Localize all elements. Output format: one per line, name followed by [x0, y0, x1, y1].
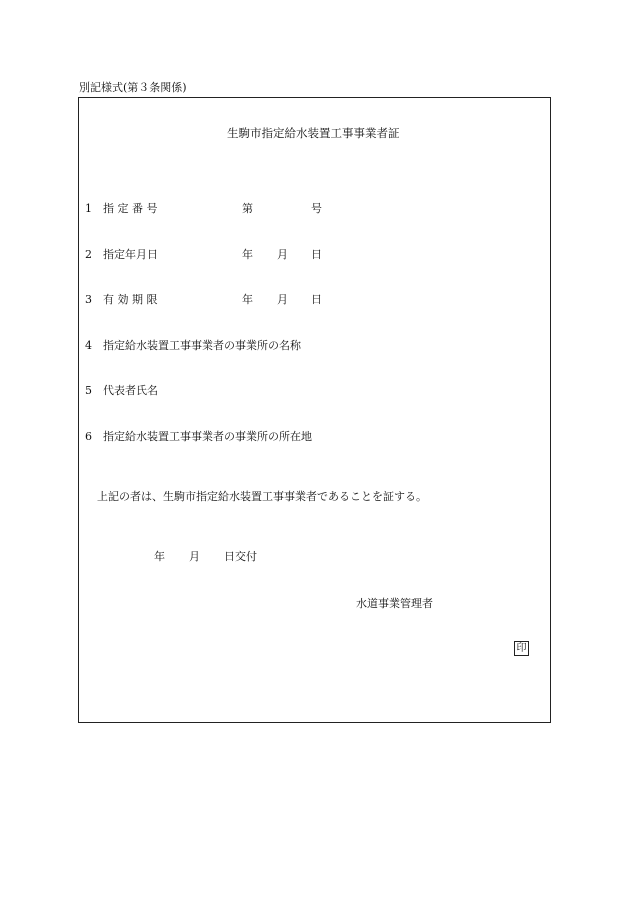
item-label-validity-period: 有 効 期 限: [103, 293, 158, 306]
designation-date-year: 年: [242, 248, 253, 261]
certification-statement: 上記の者は、生駒市指定給水装置工事事業者であることを証する。: [97, 490, 427, 503]
item-label-representative-name: 代表者氏名: [103, 384, 158, 397]
validity-day: 日: [311, 293, 322, 306]
issue-date-day-issued: 日交付: [224, 550, 257, 563]
certificate-title: 生駒市指定給水装置工事事業者証: [227, 126, 400, 140]
certificate-frame: [78, 97, 551, 723]
issue-date-year: 年: [154, 550, 165, 563]
item-label-designation-date: 指定年月日: [103, 248, 158, 261]
issuer-title: 水道事業管理者: [356, 597, 433, 610]
designation-number-prefix: 第: [242, 202, 253, 215]
seal-mark: 印: [514, 641, 529, 656]
item-label-office-address: 指定給水装置工事事業者の事業所の所在地: [103, 430, 312, 443]
form-label: 別記様式(第３条関係): [79, 81, 187, 94]
item-number-3: 3: [85, 293, 92, 306]
designation-date-day: 日: [311, 248, 322, 261]
item-number-2: 2: [85, 248, 92, 261]
validity-year: 年: [242, 293, 253, 306]
validity-month: 月: [277, 293, 288, 306]
item-label-designation-number: 指 定 番 号: [103, 202, 158, 215]
designation-number-suffix: 号: [311, 202, 322, 215]
designation-date-month: 月: [277, 248, 288, 261]
item-number-4: 4: [85, 339, 92, 352]
issue-date-month: 月: [189, 550, 200, 563]
item-number-1: 1: [85, 202, 92, 215]
item-label-office-name: 指定給水装置工事事業者の事業所の名称: [103, 339, 301, 352]
item-number-5: 5: [85, 384, 92, 397]
item-number-6: 6: [85, 430, 92, 443]
